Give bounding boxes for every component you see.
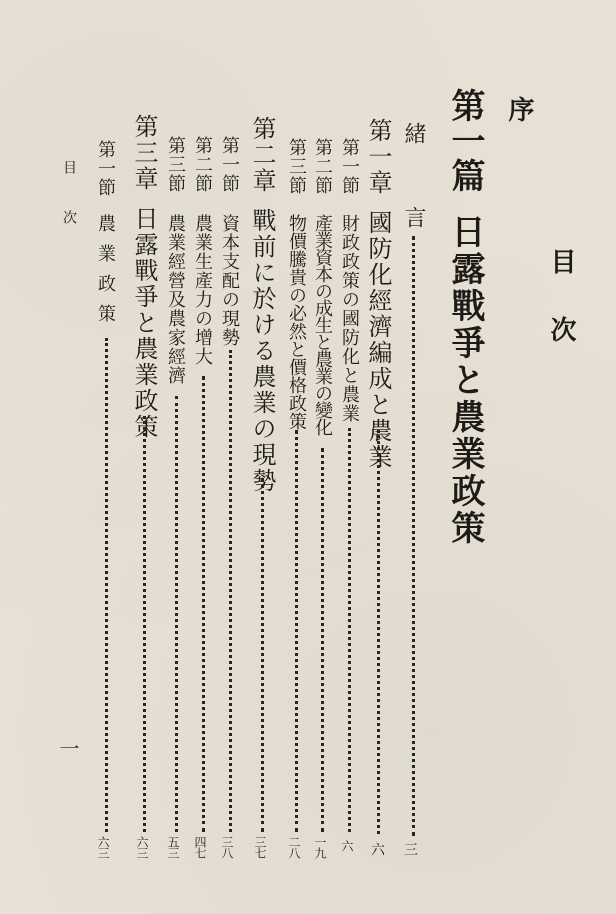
chapter-label: 第一章 [364, 118, 392, 196]
intro-leader [412, 236, 415, 836]
chapter-leader [377, 430, 380, 834]
chapter-label: 第三章 [130, 114, 158, 192]
section-title: 資本支配の現勢 [219, 214, 240, 347]
page-number: 一 [56, 738, 80, 758]
section-leader [229, 350, 232, 832]
section-page: 四七 [193, 836, 207, 858]
section-label: 第一節 [219, 136, 240, 193]
page-title: 目次 [546, 248, 576, 384]
section-label: 第一節 [339, 138, 360, 195]
intro-title: 言 [401, 206, 426, 228]
section-title: 財政政策の國防化と農業 [339, 214, 360, 423]
part-label: 第一篇 [445, 88, 485, 193]
chapter-title: 日露戰爭と農業政策 [130, 206, 158, 440]
part-title: 日露戰爭と農業政策 [445, 214, 485, 547]
section-page: 五三 [166, 836, 180, 858]
section-leader [321, 448, 324, 832]
section-page: 三八 [220, 836, 234, 858]
section-title: 產業資本の成生と農業の變化 [312, 214, 333, 435]
intro-label: 緒 [401, 122, 426, 144]
section-leader [348, 428, 351, 832]
section-leader [175, 396, 178, 832]
chapter-leader [261, 478, 264, 832]
chapter-page: 六 [369, 842, 385, 855]
section-label: 第一節 [95, 140, 116, 197]
chapter-page: 三七 [253, 836, 267, 858]
chapter-page: 六三 [135, 836, 149, 858]
section-label: 第三節 [165, 136, 186, 193]
section-leader [295, 430, 298, 832]
section-page: 六三 [96, 836, 110, 858]
section-page: 六 [340, 840, 354, 851]
chapter-title: 國防化經濟編成と農業 [364, 210, 392, 470]
section-label: 第二節 [312, 138, 333, 195]
chapter-title: 戰前に於ける農業の現勢 [248, 208, 276, 494]
section-leader [202, 376, 205, 832]
running-head: 目次 [61, 160, 77, 260]
section-label: 第三節 [286, 138, 307, 195]
section-page: 一九 [313, 836, 327, 858]
section-label: 第二節 [192, 136, 213, 193]
section-page: 二八 [287, 836, 301, 858]
preface-heading: 序 [504, 96, 534, 122]
section-title: 農業生產力の增大 [192, 214, 213, 366]
section-title: 農業政策 [95, 214, 116, 334]
intro-page: 三 [402, 842, 418, 855]
section-title: 物價騰貴の必然と價格政策 [286, 214, 307, 430]
section-leader [105, 338, 108, 832]
section-title: 農業經營及農家經濟 [165, 214, 186, 385]
chapter-label: 第二章 [248, 116, 276, 194]
chapter-leader [143, 416, 146, 832]
